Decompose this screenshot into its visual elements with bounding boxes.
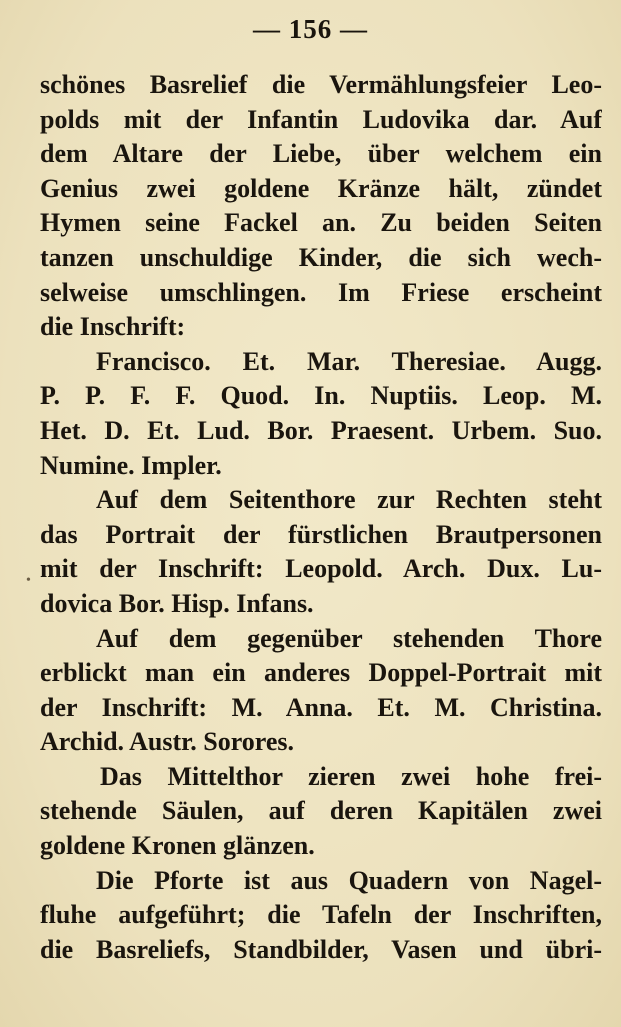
text-line: tanzen unschuldige Kinder, die sich wech-: [40, 242, 602, 272]
text-line: erblickt man ein anderes Doppel-Portrait mit: [40, 658, 602, 688]
text-line: selweise umschlingen. Im Friese erscheint: [40, 277, 602, 307]
text-line: mit der Inschrift: Leopold. Arch. Dux. Lu-: [40, 554, 602, 584]
text-line: die Basreliefs, Standbilder, Vasen und übri-: [40, 934, 602, 964]
text-line: der Inschrift: M. Anna. Et. M. Christina.: [40, 692, 602, 722]
text-line: dem Altare der Liebe, über welchem ein: [40, 139, 602, 169]
text-line: P. P. F. F. Quod. In. Nuptiis. Leop. M.: [40, 381, 602, 411]
text-line: stehende Säulen, auf deren Kapitälen zwei: [40, 796, 602, 826]
text-line: Francisco. Et. Mar. Theresiae. Augg.: [96, 346, 602, 376]
text-line: Das Mittelthor zieren zwei hohe frei-: [100, 761, 602, 791]
text-line: Archid. Austr. Sorores.: [40, 727, 295, 757]
text-line: dovica Bor. Hisp. Infans.: [40, 588, 314, 618]
text-line: Die Pforte ist aus Quadern von Nagel-: [96, 865, 602, 895]
text-line: goldene Kronen glänzen.: [40, 831, 315, 861]
text-line: polds mit der Infantin Ludovika dar. Auf: [40, 104, 602, 134]
page-number: — 156 —: [253, 14, 368, 44]
text-line: das Portrait der fürstlichen Brautpersonen: [40, 519, 602, 549]
text-line: fluhe aufgeführt; die Tafeln der Inschriften,: [40, 900, 602, 930]
margin-dot: •: [26, 573, 31, 588]
body-text: [40, 68, 602, 967]
text-line: Hymen seine Fackel an. Zu beiden Seiten: [40, 208, 602, 238]
text-line: Genius zwei goldene Kränze hält, zündet: [40, 173, 602, 203]
text-line: Numine. Impler.: [40, 450, 222, 480]
text-line: die Inschrift:: [40, 312, 186, 342]
text-line: schönes Basrelief die Vermählungsfeier Leo-: [40, 70, 602, 99]
text-line: Auf dem Seitenthore zur Rechten steht: [96, 485, 602, 515]
text-line: Het. D. Et. Lud. Bor. Praesent. Urbem. Suo.: [40, 415, 602, 445]
text-line: Auf dem gegenüber stehenden Thore: [96, 623, 602, 653]
